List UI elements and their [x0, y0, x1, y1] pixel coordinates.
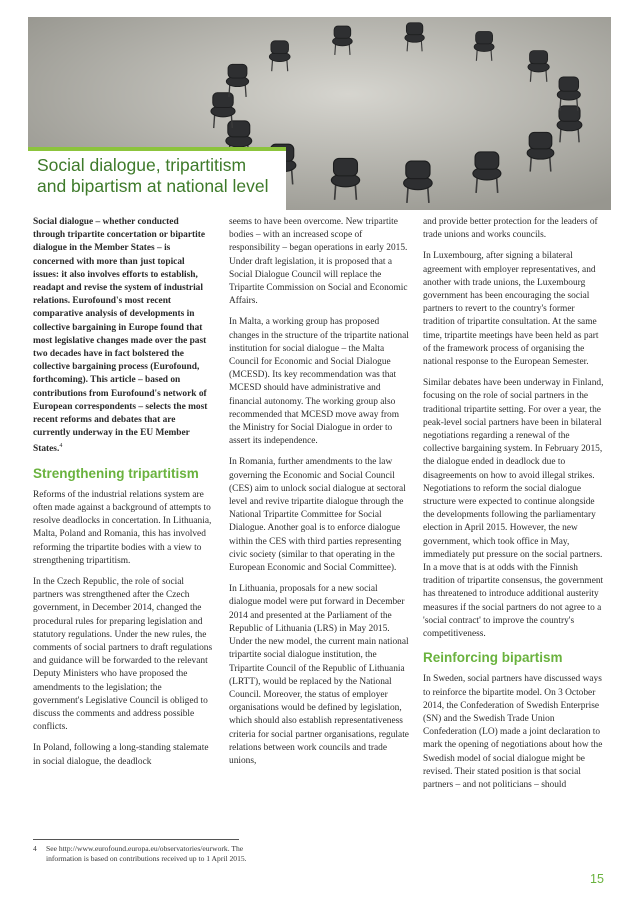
paragraph: In Sweden, social partners have discussed ways to reinforce the bipartite model. On 3 October 2014, the Confederation of Swedish Enterprise (SN) and the Swedish Trade Union Confederation (LO) made a joint declaration to mark the opening of negotiations about how the Swedish model of social dialogue might be revised. Their stated position is that social partners – and not politicians – should	[423, 674, 603, 790]
footnote-text: See http://www.eurofound.europa.eu/observatories/eurwork. The information is based on contributions received up to 1 April 2015.	[46, 844, 247, 863]
paragraph: In Malta, a working group has proposed changes in the structure of the tripartite national institution for social dialogue – the Malta Council for Economic and Social Dialogue (MCESD). Its key recommendation was that MCESD should have administrative and financial autonomy. The working group also recommended that MCESD move away from the Ministry for Social Dialogue in order to assert its independence.	[229, 317, 409, 447]
lead-text: Social dialogue – whether conducted through tripartite concertation or bipartite dialogue in the Member States – is concerned with more than just topical issues: it also involves efforts to establish, readapt and revise the system of industrial relations. Eurofound's most recent comparative analysis of developments in collective bargaining in Europe found that most legislative changes made over the past two decades have in fact bolstered the collective bargaining process (Eurofound, forthcoming). This article – based on contributions from Eurofound's network of European correspondents – selects the most recent reforms and debates that are currently underway in the EU Member States.	[33, 217, 208, 455]
article-title: Social dialogue, tripartitism and bipartism at national level	[37, 155, 269, 196]
column-3	[423, 216, 606, 800]
article-title-box	[28, 147, 286, 210]
paragraph: In Luxembourg, after signing a bilateral agreement with employer representatives, and another with trade unions, the Luxembourg government has been encouraging the social partners to revert to the country's former tradition of tripartite consultation. At the same time, tripartite meetings have been held as part of the framework process of organising the national response to the European Semester.	[423, 251, 599, 368]
page-number: 15	[590, 872, 604, 886]
paragraph: In Romania, further amendments to the law governing the Economic and Social Council (CES) aim to unlock social dialogue at sectoral level and revive tripartite dialogue through the National Tripartite Committee for Social Dialogue. Another goal is to enforce dialogue within the CES with third parties representing civic society (similar to that operating in the European Economic and Social Committee).	[229, 457, 406, 574]
section-heading-strengthening: Strengthening tripartitism	[33, 465, 199, 481]
lead-paragraph	[33, 216, 213, 457]
paragraph: Reforms of the industrial relations system are often made against a background of attempts to resolve deadlocks in concertation. In Lithuania, Malta, Poland and Romania, this has involved reforming the tripartite bodies with a view to strengthening tripartitism.	[33, 489, 212, 566]
paragraph: and provide better protection for the leaders of trade unions and works councils.	[423, 217, 598, 241]
footnote-number: 4	[33, 844, 37, 853]
paragraph: In Lithuania, proposals for a new social dialogue model were put forward in December 2014 and presented at the Parliament of the Republic of Lithuania (LRS) in May 2015. Under the new model, the current main national tripartite social dialogue institution, the Tripartite Council of the Republic of Lithuania (LRTT), would be replaced by the National Council. Moreover, the status of employer organisations would be defined by legislation, which should also establish representativeness criteria for social partner organisations, regulate relations between work councils and trade unions,	[229, 584, 409, 766]
footnote-ref: 4	[59, 443, 63, 450]
section-heading-reinforcing: Reinforcing bipartism	[423, 650, 563, 666]
footnote-divider	[33, 839, 239, 840]
paragraph: seems to have been overcome. New tripartite bodies – with an increased scope of responsibility – began operations in early 2015. Under draft legislation, it is proposed that a Social Dialogue Council will replace the Tripartite Commission on Social and Economic Affairs.	[229, 217, 408, 307]
column-1	[33, 216, 213, 777]
column-2	[229, 216, 409, 776]
paragraph: Similar debates have been underway in Finland, focusing on the role of social partners in the traditional tripartite setting. For over a year, the peak-level social partners have been in bilateral negotiations regarding a renewal of the collective bargaining system. In February 2015, the dialogue ended in deadlock due to disagreements on how to avoid illegal strikes. Negotiations to reform the social dialogue structure were expected to continue alongside the developments following the parliamentary election in April 2015. However, the new government, which took office in May, immediately put pressure on the social partners. In a move that is at odds with the Finnish tradition of tripartite consensus, the government has threatened to introduce additional austerity measures if the social partners do not agree to a 'social contract' to improve the country's competitiveness.	[423, 378, 604, 640]
paragraph: In the Czech Republic, the role of social partners was strengthened after the Czech government, in December 2014, changed the procedural rules for preparing legislation and statutory regulations. Under the new rules, the comments of social partners to draft regulations and guidance will be forwarded to the relevant Deputy Ministers who have proposed the amendments to the legislation; the government's Legislative Council is obliged to discuss the comments and address possible conflicts.	[33, 577, 213, 733]
paragraph: In Poland, following a long-standing stalemate in social dialogue, the deadlock	[33, 743, 209, 767]
